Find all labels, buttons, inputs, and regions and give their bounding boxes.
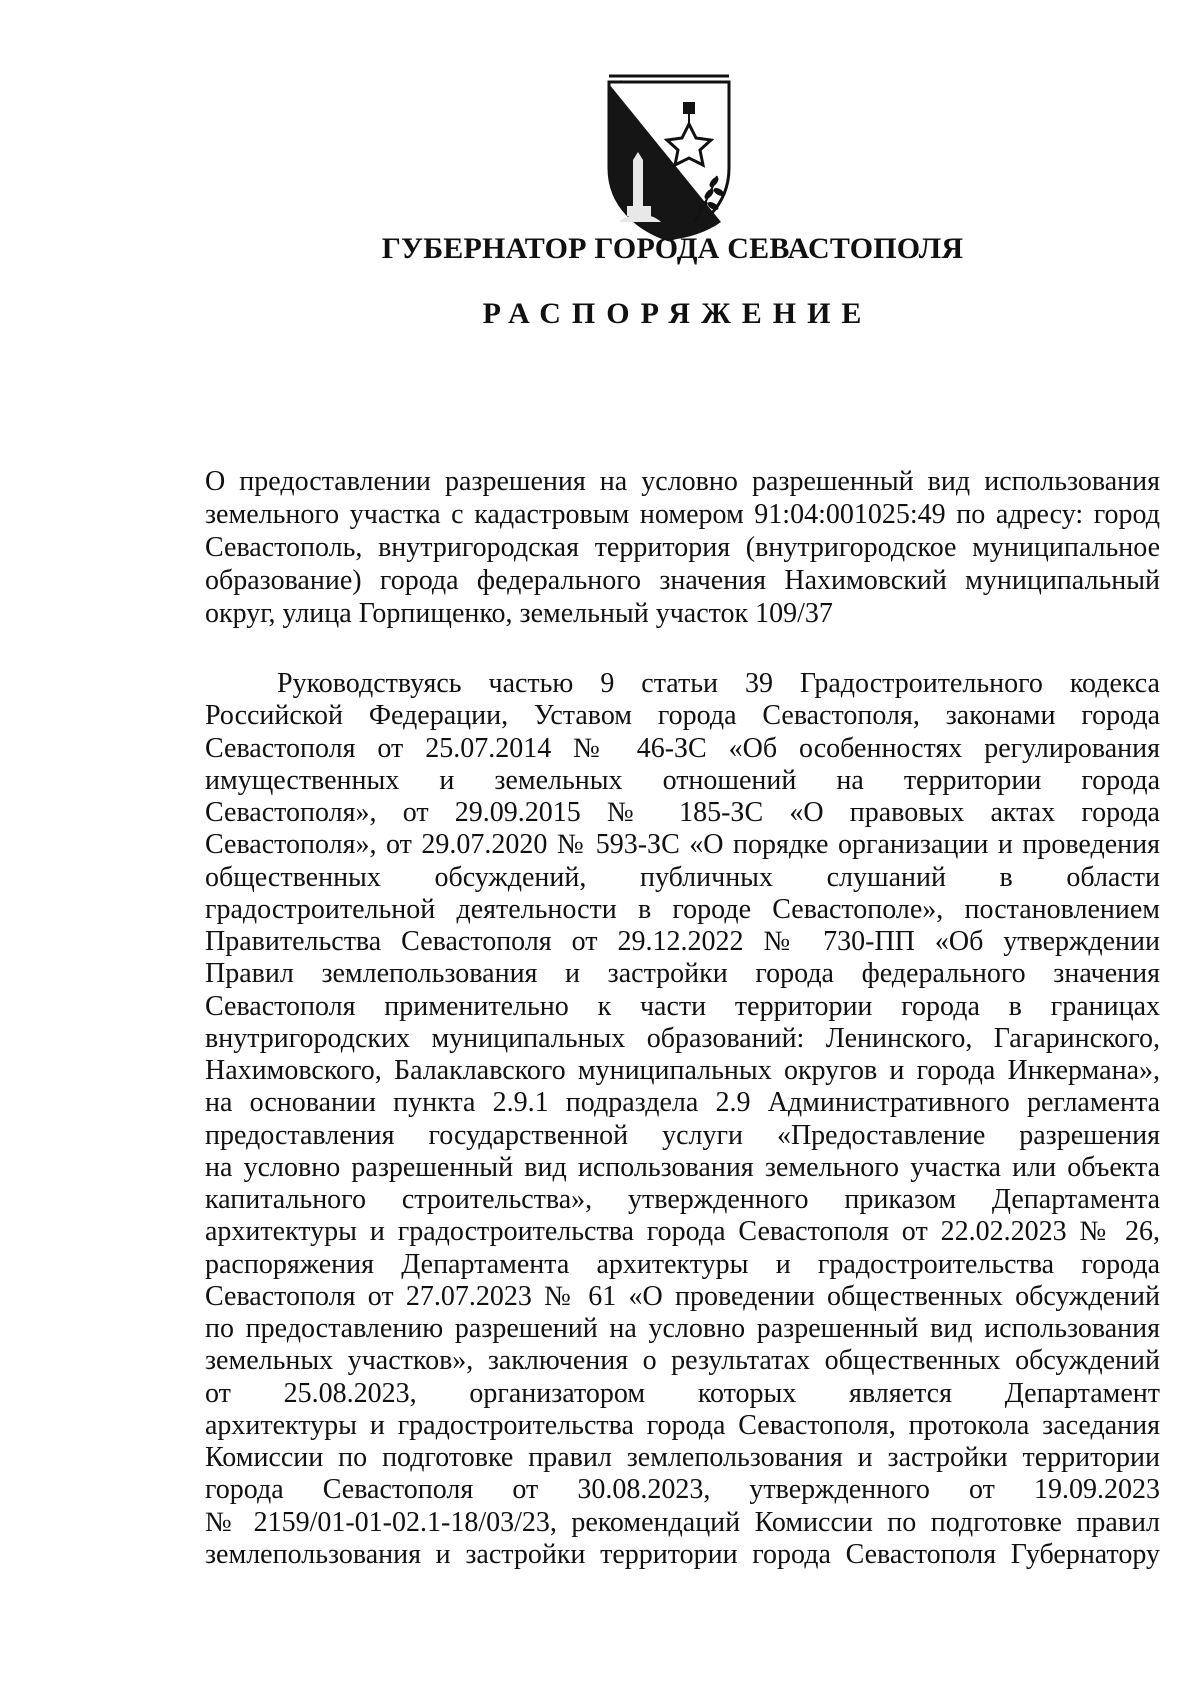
body-line: Нахимовского, Балаклавского муниципальных округов и города Инкермана», — [205, 1055, 1160, 1086]
body-line: архитектуры и градостроительства города Севастополя от 22.02.2023 № 26, — [205, 1216, 1160, 1248]
coat-of-arms-emblem — [603, 72, 735, 244]
body-line: распоряжения Департамента архитектуры и градостроительства города — [205, 1248, 1160, 1280]
body-line: Севастополя», от 29.07.2020 № 593-ЗС «О порядке организации и проведения — [205, 829, 1160, 861]
body-line: предоставления государственной услуги «Предоставление разрешения — [205, 1119, 1160, 1151]
body-line: Правил землепользования и застройки города федерального значения — [205, 958, 1160, 990]
body-line: от 25.08.2023, организатором которых является Департамент — [205, 1377, 1160, 1409]
body-line: Севастополя от 27.07.2023 № 61 «О проведении общественных обсуждений — [205, 1280, 1160, 1312]
subject-line: О предоставлении разрешения на условно разрешенный вид использования — [205, 466, 1160, 497]
body-line: внутригородских муниципальных образований: Ленинского, Гагаринского, — [205, 1022, 1160, 1054]
issuing-authority-heading: ГУБЕРНАТОР ГОРОДА СЕВАСТОПОЛЯ — [381, 232, 964, 265]
body-line: градостроительной деятельности в городе Севастополе», постановлением — [205, 893, 1160, 925]
body-line: имущественных и земельных отношений на территории города — [205, 764, 1160, 796]
body-line: Руководствуясь частью 9 статьи 39 Градостроительного кодекса — [277, 668, 1160, 699]
body-line: капитального строительства», утвержденного приказом Департамента — [205, 1184, 1160, 1215]
document-type-heading: РАСПОРЯЖЕНИЕ — [482, 297, 873, 330]
subject-line: округ, улица Горпищенко, земельный участок 109/37 — [205, 598, 833, 629]
body-line: на условно разрешенный вид использования земельного участка или объекта — [205, 1151, 1160, 1183]
body-line: архитектуры и градостроительства города Севастополя, протокола заседания — [205, 1409, 1160, 1441]
document-subject — [205, 465, 1160, 630]
body-line: Севастополя применительно к части территории города в границах — [205, 990, 1160, 1022]
body-line: Российской Федерации, Уставом города Севастополя, законами города — [205, 700, 1160, 732]
subject-line: образование) города федерального значения Нахимовский муниципальный — [205, 565, 1160, 596]
body-line: по предоставлению разрешений на условно разрешенный вид использования — [205, 1313, 1160, 1344]
subject-line: Севастополь, внутригородская территория (внутригородское муниципальное — [205, 532, 1160, 563]
body-line: Правительства Севастополя от 29.12.2022 № 730-ПП «Об утверждении — [205, 926, 1160, 957]
body-line: земельных участков», заключения о результатах общественных обсуждений — [205, 1345, 1160, 1377]
document-body — [205, 668, 1160, 1571]
body-line: Комиссии по подготовке правил землепользования и застройки территории — [205, 1442, 1160, 1473]
body-line: общественных обсуждений, публичных слушаний в области — [205, 861, 1160, 893]
body-line: землепользования и застройки территории города Севастополя Губернатору — [205, 1538, 1160, 1570]
body-line: на основании пункта 2.9.1 подраздела 2.9 Административного регламента — [205, 1087, 1160, 1119]
body-line: Севастополя от 25.07.2014 № 46-ЗС «Об особенностях регулирования — [205, 732, 1160, 764]
subject-line: земельного участка с кадастровым номером 91:04:001025:49 по адресу: город — [205, 499, 1160, 530]
body-line: Севастополя», от 29.09.2015 № 185-ЗС «О правовых актах города — [205, 797, 1160, 828]
body-line: № 2159/01-01-02.1-18/03/23, рекомендаций Комиссии по подготовке правил — [205, 1506, 1160, 1538]
body-line: города Севастополя от 30.08.2023, утвержденного от 19.09.2023 — [205, 1474, 1160, 1506]
